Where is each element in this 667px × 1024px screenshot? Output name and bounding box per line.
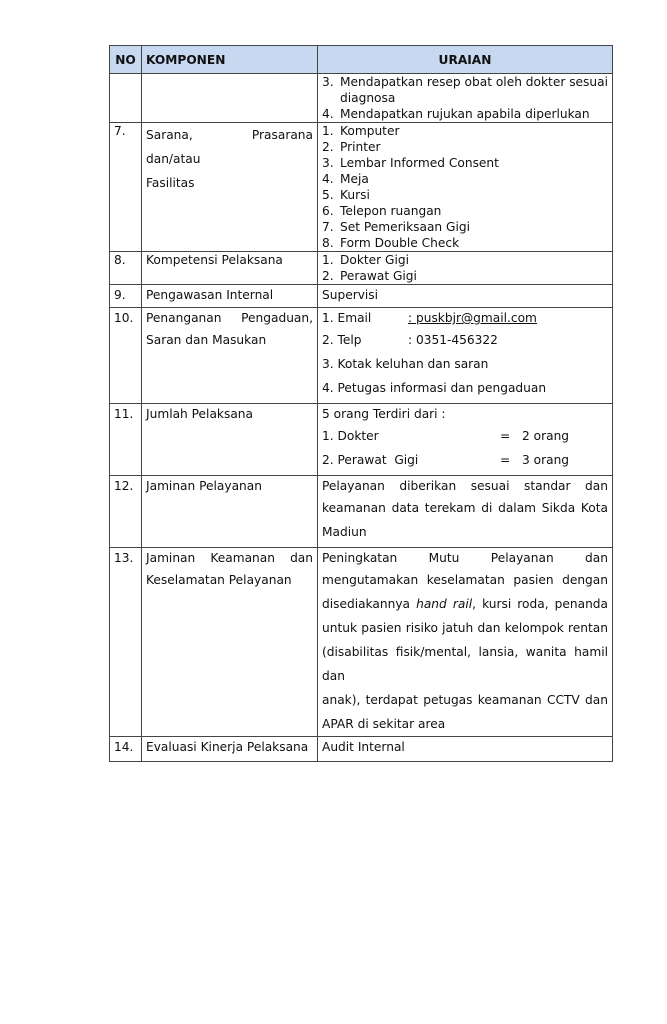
header-komponen: KOMPONEN [142, 46, 318, 74]
row-no-cell [110, 74, 142, 123]
uraian-text: APAR di sekitar area [322, 717, 446, 731]
row-no-cell: 12. [110, 476, 142, 548]
list-item: 4. Meja [322, 172, 369, 186]
komponen-text: Saran dan Masukan [146, 333, 267, 347]
uraian-text: mengutamakan keselamatan pasien dengan [322, 573, 608, 587]
row-no-cell: 11. [110, 404, 142, 476]
list-item: 1. Dokter Gigi [322, 253, 410, 267]
staff-line: 1. Dokter = 2 orang [322, 429, 570, 443]
header-uraian: URAIAN [318, 46, 613, 74]
table-row [110, 123, 613, 252]
table-row [110, 476, 613, 548]
komponen-text: Fasilitas [146, 176, 195, 190]
row-komponen-cell: Pengawasan Internal [142, 285, 318, 308]
table-row [110, 308, 613, 404]
table-row [110, 252, 613, 285]
list-item: 3. Mendapatkan resep obat oleh dokter sesuai diagnosa [322, 75, 608, 105]
list-item: 2. Perawat Gigi [322, 269, 417, 283]
row-no-cell: 10. [110, 308, 142, 404]
row-komponen-cell [142, 123, 318, 252]
row-uraian-cell [318, 548, 613, 737]
table-header-row [110, 46, 613, 74]
staff-line: 2. Perawat Gigi = 3 orang [322, 453, 570, 467]
complaint-box-text: 3. Kotak keluhan dan saran [322, 357, 489, 371]
list-item: 5. Kursi [322, 188, 370, 202]
row-no-cell: 13. [110, 548, 142, 737]
row-no-cell: 7. [110, 123, 142, 252]
telp-value: : 0351-456322 [408, 333, 498, 347]
row-komponen-cell: Jaminan Pelayanan [142, 476, 318, 548]
uraian-text: untuk pasien risiko jatuh dan kelompok rentan [322, 621, 608, 635]
row-komponen-cell: Kompetensi Pelaksana [142, 252, 318, 285]
row-uraian-cell: Supervisi [318, 285, 613, 308]
row-uraian-cell [318, 308, 613, 404]
email-label: 1. Email [322, 311, 372, 325]
info-officer-text: 4. Petugas informasi dan pengaduan [322, 381, 547, 395]
telp-label: 2. Telp [322, 333, 362, 347]
uraian-text: Madiun [322, 525, 367, 539]
row-uraian-cell [318, 404, 613, 476]
komponen-text: Keselamatan Pelayanan [146, 573, 292, 587]
uraian-text: keamanan data terekam di dalam Sikda Kota [322, 501, 608, 515]
table-row [110, 737, 613, 762]
email-link[interactable]: : puskbjr@gmail.com [408, 311, 537, 325]
row-no-cell: 14. [110, 737, 142, 762]
row-komponen-cell: Jumlah Pelaksana [142, 404, 318, 476]
table-row-continuation [110, 74, 613, 123]
list-item: 3. Lembar Informed Consent [322, 156, 499, 170]
table-row [110, 285, 613, 308]
list-item: 2. Printer [322, 140, 381, 154]
row-komponen-cell [142, 548, 318, 737]
row-uraian-cell [318, 74, 613, 123]
row-no-cell: 8. [110, 252, 142, 285]
header-no: NO [110, 46, 142, 74]
list-item: 6. Telepon ruangan [322, 204, 442, 218]
row-uraian-cell [318, 123, 613, 252]
row-uraian-cell [318, 476, 613, 548]
uraian-text: Peningkatan Mutu Pelayanan dan [322, 551, 608, 565]
row-komponen-cell: Evaluasi Kinerja Pelaksana [142, 737, 318, 762]
row-no-cell: 9. [110, 285, 142, 308]
uraian-text: Pelayanan diberikan sesuai standar dan [322, 479, 608, 493]
row-uraian-cell: Audit Internal [318, 737, 613, 762]
row-uraian-cell [318, 252, 613, 285]
uraian-text: (disabilitas fisik/mental, lansia, wanita hamil dan [322, 645, 608, 683]
table-row [110, 404, 613, 476]
list-item: 1. Komputer [322, 124, 400, 138]
komponen-text: Penanganan Pengaduan, [146, 311, 313, 325]
staff-intro: 5 orang Terdiri dari : [322, 407, 446, 421]
list-item: 4. Mendapatkan rujukan apabila diperlukan [322, 107, 590, 121]
uraian-text: anak), terdapat petugas keamanan CCTV dan [322, 693, 608, 707]
row-komponen-cell [142, 74, 318, 123]
row-komponen-cell [142, 308, 318, 404]
uraian-text: disediakannya hand rail, kursi roda, penanda [322, 597, 609, 611]
list-item: 7. Set Pemeriksaan Gigi [322, 220, 470, 234]
komponen-text: Jaminan Keamanan dan [146, 551, 313, 565]
service-standard-table [109, 45, 613, 762]
table-row [110, 548, 613, 737]
komponen-text: Sarana, Prasarana dan/atau [146, 128, 313, 166]
list-item: 8. Form Double Check [322, 236, 460, 250]
